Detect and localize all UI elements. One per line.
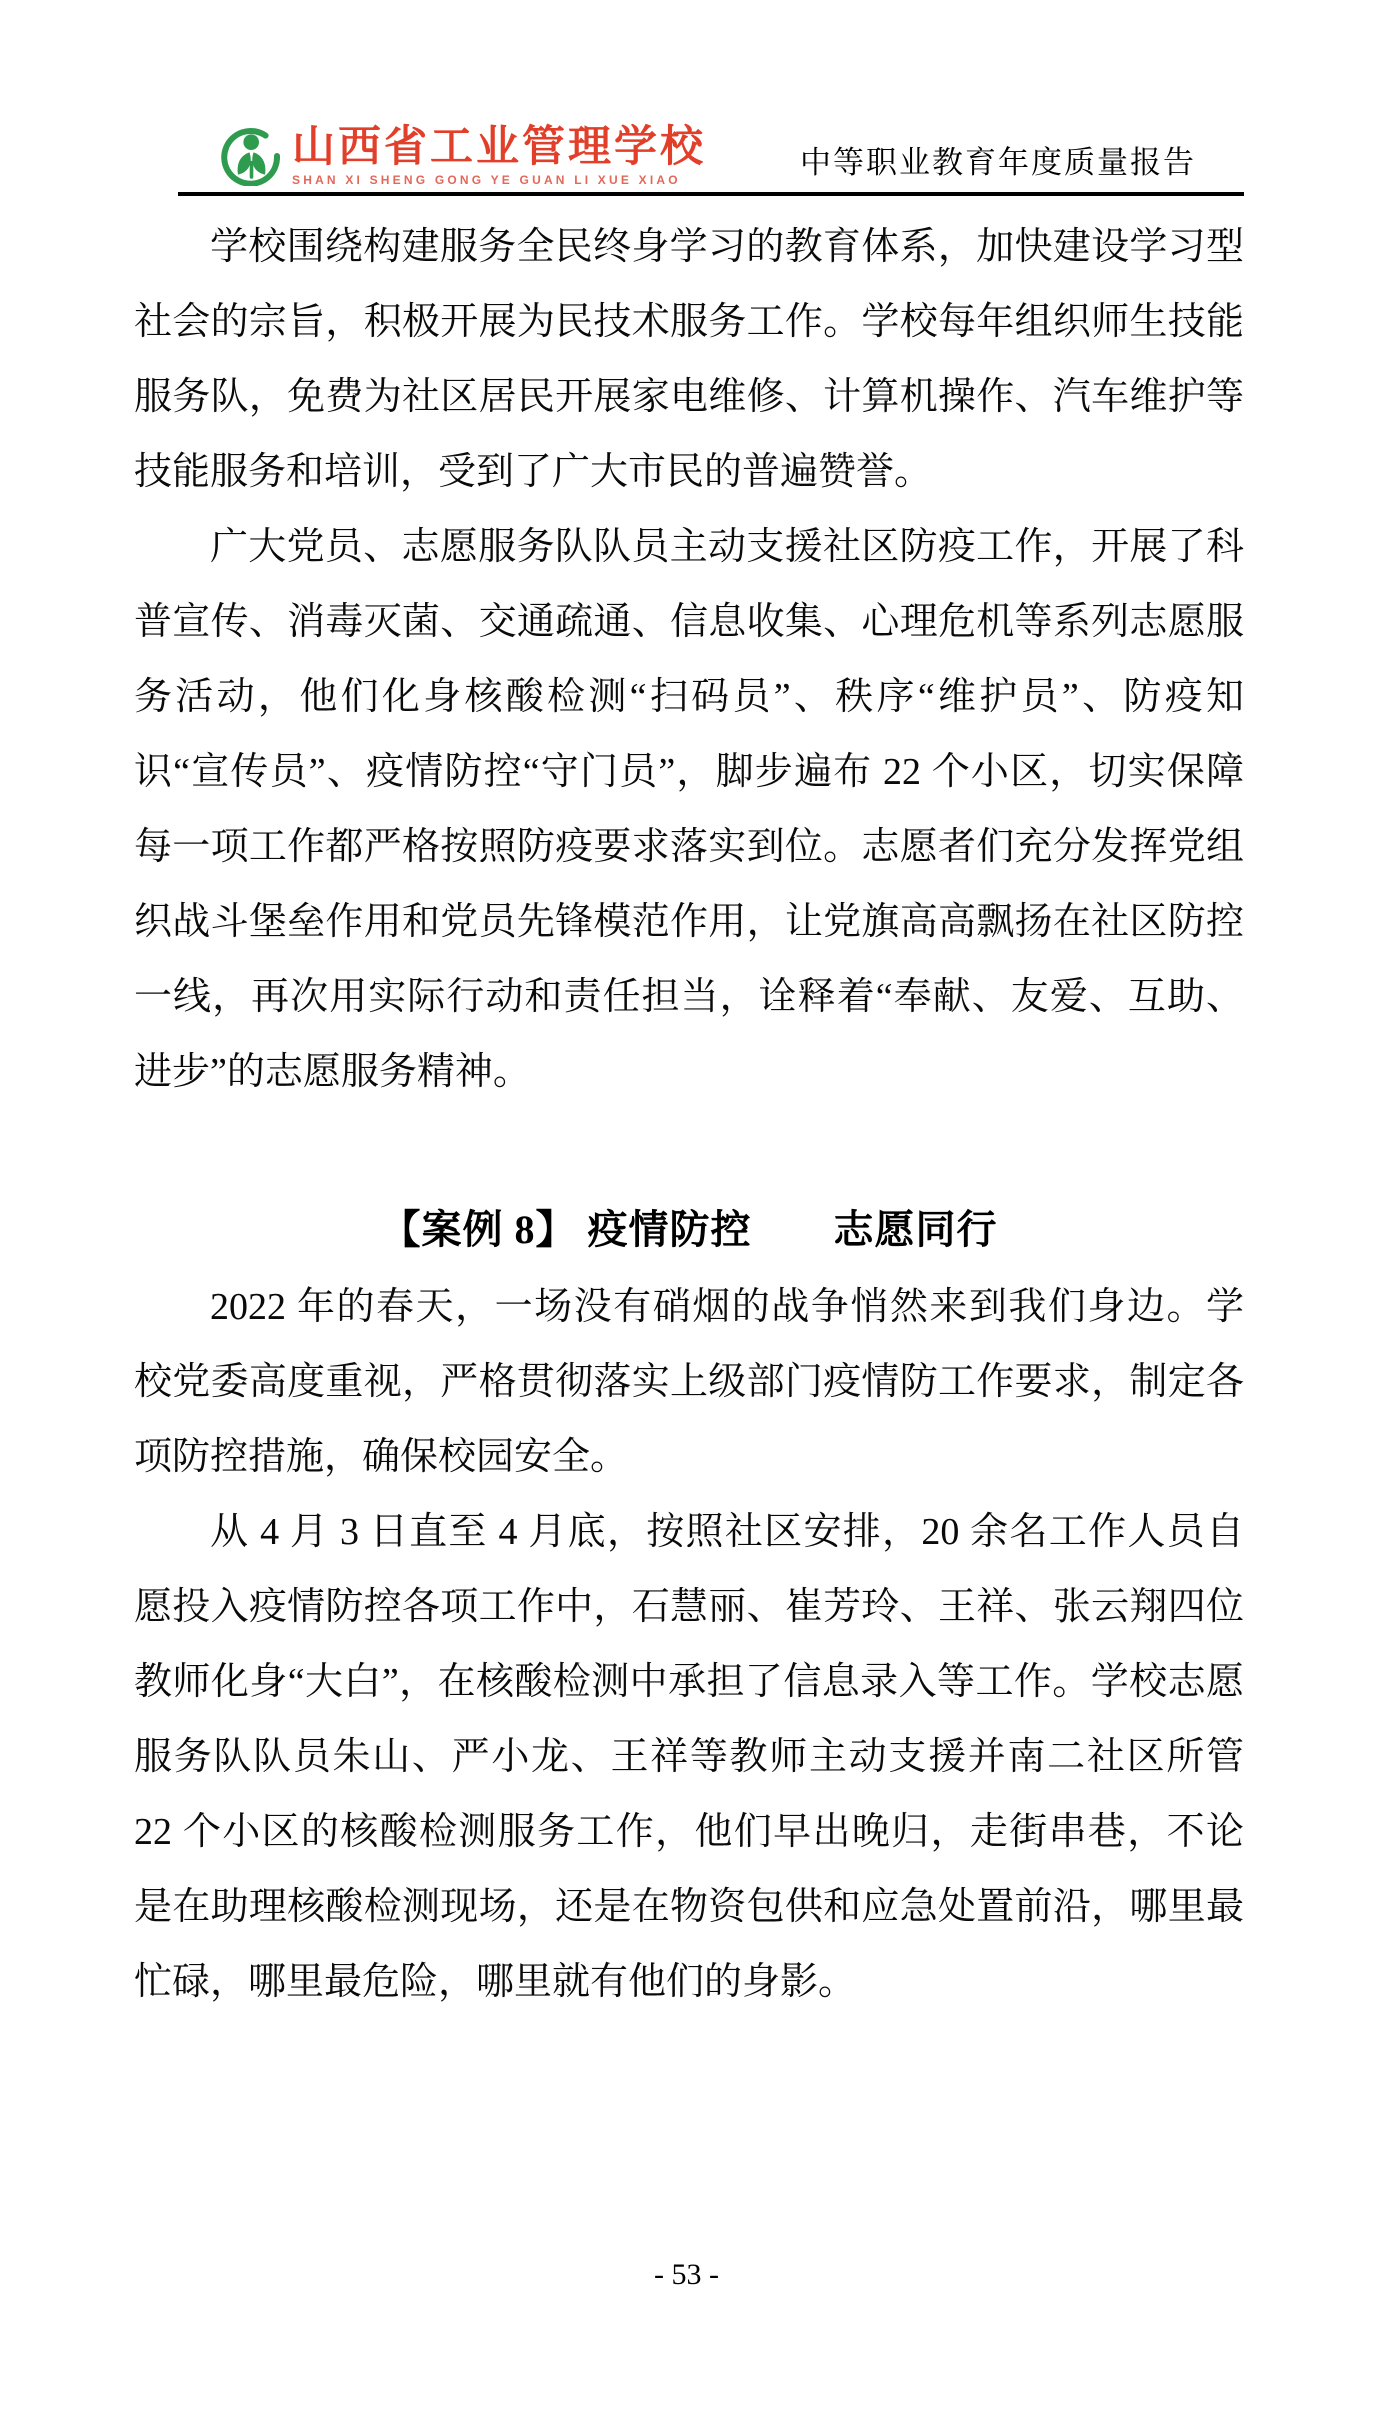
paragraph-case8-detail: 从 4 月 3 日直至 4 月底，按照社区安排，20 余名工作人员自愿投入疫情防控各项工作中，石慧丽、崔芳玲、王祥、张云翔四位教师化身“大白”，在核酸检测中承担了信息录入等工作。学校志愿服务队队员朱山、严小龙、王祥等教师主动支援并南二社区所管 22 个小区的核酸检测服务工作，他们早出晚归，走街串巷，不论是在助理核酸检测现场，还是在物资包供和应急处置前沿，哪里最忙碌，哪里最危险，哪里就有他们的身影。 <box>134 1511 1244 2003</box>
school-pinyin: SHAN XI SHENG GONG YE GUAN LI XUE XIAO <box>292 173 681 187</box>
paragraph-community-service: 学校围绕构建服务全民终身学习的教育体系，加快建设学习型社会的宗旨，积极开展为民技术服务工作。学校每年组织师生技能服务队，免费为社区居民开展家电维修、计算机操作、汽车维护等技能服务和培训，受到了广大市民的普遍赞誉。 <box>134 226 1244 493</box>
case-8-heading: 【案例 8】 疫情防控 志愿同行 <box>380 1207 998 1252</box>
document-body <box>134 210 1244 2020</box>
school-name: 山西省工业管理学校 <box>292 124 706 171</box>
page-number: - 53 - <box>654 2258 719 2291</box>
report-title: 中等职业教育年度质量报告 <box>800 145 1196 180</box>
school-logo <box>220 126 706 187</box>
school-emblem-icon <box>220 126 280 186</box>
page-footer <box>0 2258 1373 2292</box>
school-logo-text <box>292 126 706 187</box>
paragraph-volunteer-pandemic: 广大党员、志愿服务队队员主动支援社区防疫工作，开展了科普宣传、消毒灭菌、交通疏通、信息收集、心理危机等系列志愿服务活动，他们化身核酸检测“扫码员”、秩序“维护员”、防疫知识“宣传员”、疫情防控“守门员”，脚步遍布 22 个小区，切实保障每一项工作都严格按照防疫要求落实到位。志愿者们充分发挥党组织战斗堡垒作用和党员先锋模范作用，让党旗高高飘扬在社区防控一线，再次用实际行动和责任担当，诠释着“奉献、友爱、互助、进步”的志愿服务精神。 <box>134 526 1244 1093</box>
paragraph-case8-intro: 2022 年的春天，一场没有硝烟的战争悄然来到我们身边。学校党委高度重视，严格贯彻落实上级部门疫情防工作要求，制定各项防控措施，确保校园安全。 <box>134 1286 1244 1478</box>
header-divider <box>178 192 1244 196</box>
